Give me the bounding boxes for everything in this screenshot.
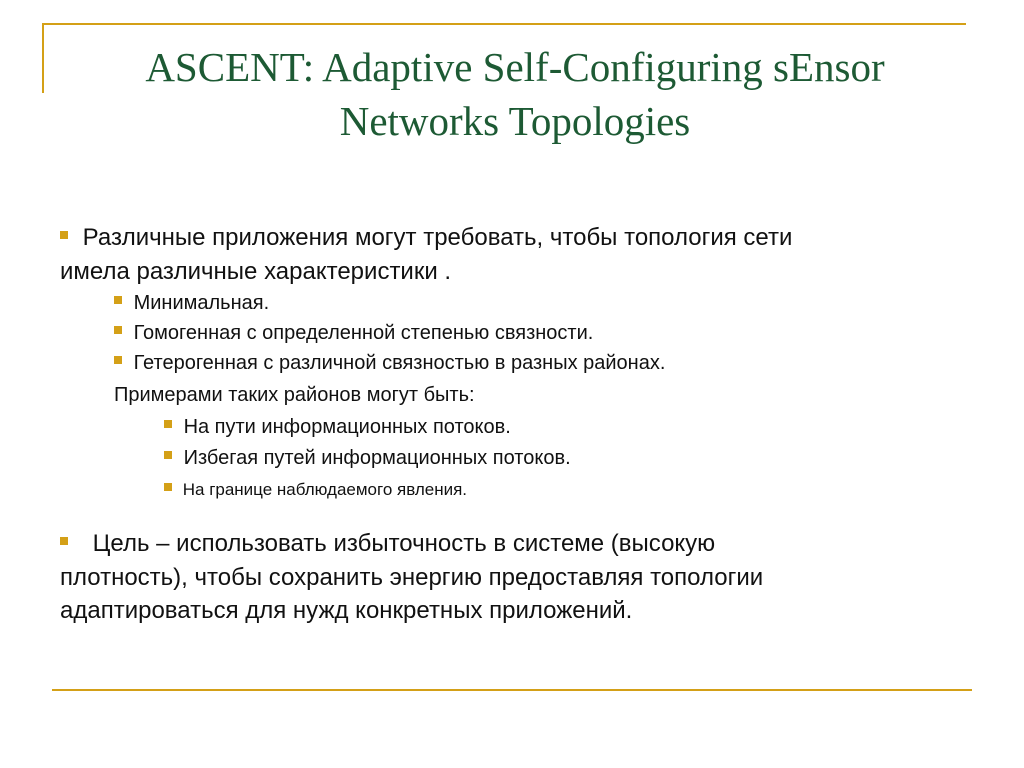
sub-bullet-3: [114, 352, 665, 375]
bullet-2-line-3: адаптироваться для нужд конкретных приложений.: [60, 597, 633, 624]
square-bullet-icon: [114, 326, 122, 334]
sub-bullet-2-text: Гомогенная с определенной степенью связности.: [133, 322, 594, 344]
bullet-1-line-1: [60, 224, 792, 252]
square-bullet-icon: [60, 537, 68, 545]
frame-left-line: [42, 23, 44, 93]
sub-sub-bullet-2: [164, 447, 571, 470]
bullet-2-line-1: [60, 530, 715, 558]
square-bullet-icon: [164, 483, 172, 491]
sub-sub-bullet-3: [164, 480, 467, 500]
square-bullet-icon: [60, 231, 68, 239]
sub-sub-bullet-2-text: Избегая путей информационных потоков.: [183, 447, 571, 469]
examples-intro: Примерами таких районов могут быть:: [114, 384, 475, 406]
square-bullet-icon: [114, 296, 122, 304]
sub-bullet-1: [114, 292, 269, 315]
bullet-2-text-1: Цель – использовать избыточность в системе (высокую: [92, 530, 716, 557]
square-bullet-icon: [164, 420, 172, 428]
sub-bullet-3-text: Гетерогенная с различной связностью в разных районах.: [133, 352, 666, 374]
sub-sub-bullet-3-text: На границе наблюдаемого явления.: [182, 480, 468, 499]
sub-bullet-1-text: Минимальная.: [133, 292, 270, 314]
square-bullet-icon: [114, 356, 122, 364]
sub-sub-bullet-1-text: На пути информационных потоков.: [183, 416, 511, 438]
sub-sub-bullet-1: [164, 416, 511, 439]
bullet-1-line-2: имела различные характеристики .: [60, 258, 452, 285]
bullet-1-text-1: Различные приложения могут требовать, чтобы топология сети: [82, 224, 793, 251]
slide-title: [60, 40, 970, 148]
bullet-2-line-2: плотность), чтобы сохранить энергию предоставляя топологии: [60, 564, 764, 591]
frame-bottom-line: [52, 689, 972, 691]
sub-bullet-2: [114, 322, 593, 345]
title-line-1: ASCENT: Adaptive Self-Configuring sEnsor: [145, 44, 885, 90]
frame-top-line: [42, 23, 966, 25]
square-bullet-icon: [164, 451, 172, 459]
title-line-2: Networks Topologies: [339, 98, 691, 144]
